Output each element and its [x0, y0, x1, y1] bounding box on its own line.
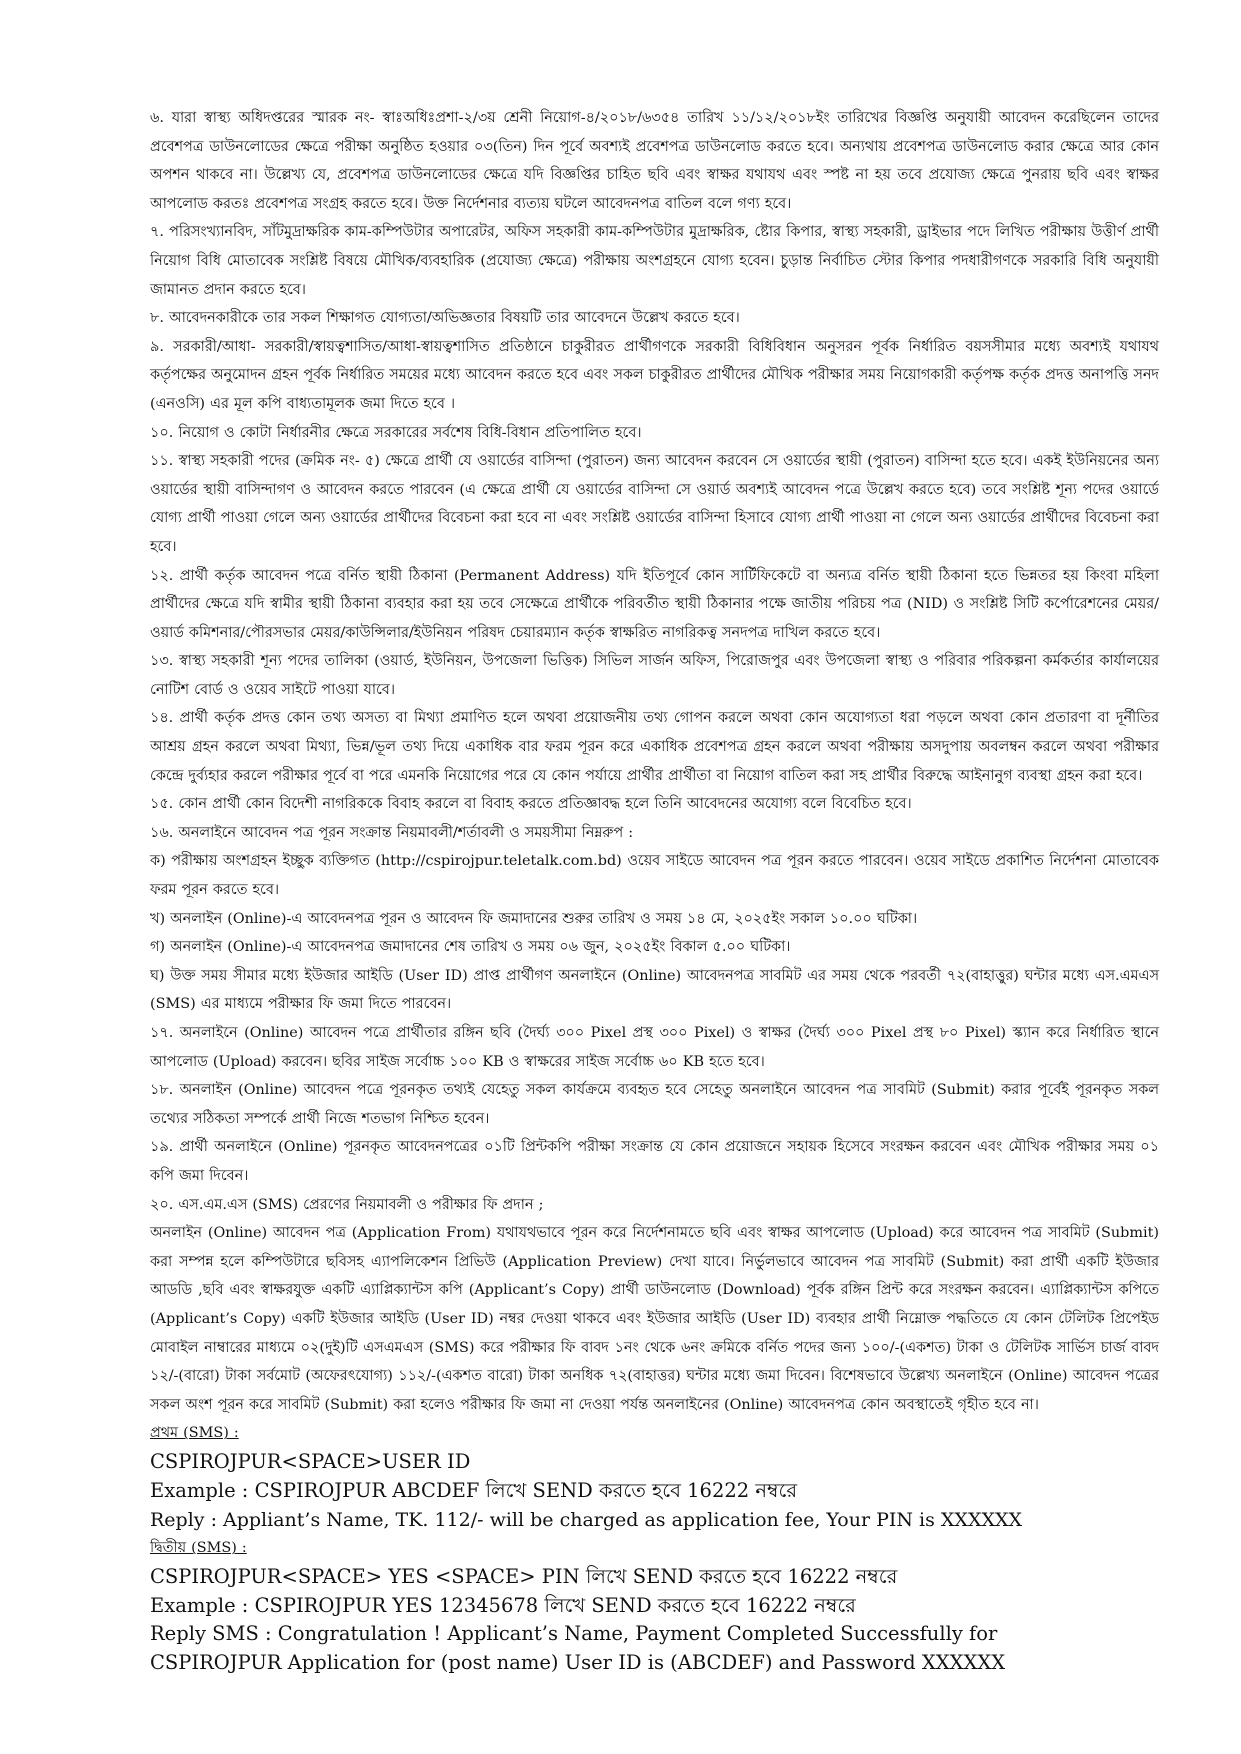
clause-17: ১৭. অনলাইনে (Online) আবেদন পত্রে প্রার্থীতার রঙ্গিন ছবি (দৈর্ঘ্য ৩০০ Pixel প্রস্থ ৩০০ Pixel) ও স্বাক্ষর (দৈর্ঘ্য ৩০০ Pixel প্রস্থ ৮০ Pixel) স্ক্যান করে নির্ধারিত স্থানে আপলোড (Upload) করবেন। ছবির সাইজ সর্বোচ্চ ১০০ KB ও স্বাক্ষরের সাইজ সর্বোচ্চ ৬০ KB হতে হবে। — [150, 1025, 1159, 1070]
sms-section — [150, 1191, 1159, 1679]
clause-11: ১১. স্বাস্থ্য সহকারী পদের (ক্রমিক নং- ৫) ক্ষেত্রে প্রার্থী যে ওয়ার্ডের বাসিন্দা (পুরাতন) জন্য আবেদন করবেন সে ওয়ার্ডের স্থায়ী (পুরাতন) বাসিন্দা হতে হবে। একই ইউনিয়নের অন্য ওয়ার্ডের স্থায়ী বাসিন্দাগণ ও আবেদন করতে পারবেন (এ ক্ষেত্রে প্রার্থী যে ওয়ার্ডের বাসিন্দা সে ওয়ার্ড অবশ্যই আবেদন পত্রে উল্লেখ করতে হবে) তবে সংশ্লিষ্ট শূন্য পদের ওয়ার্ডে যোগ্য প্রার্থী পাওয়া গেলে অন্য ওয়ার্ডের প্রার্থীদের বিবেচনা করা হবে না এবং সংশ্লিষ্ট ওয়ার্ডের বাসিন্দা হিসাবে যোগ্য প্রার্থী পাওয়া না গেলে অন্য ওয়ার্ডের প্রার্থীদের বিবেচনা করা হবে। — [150, 453, 1159, 555]
second-sms-block — [150, 1534, 1159, 1678]
second-sms-reply: Reply SMS : Congratulation ! Applicant’s Name, Payment Completed Successfully for — [150, 1622, 998, 1646]
clause-18: ১৮. অনলাইন (Online) আবেদন পত্রে পূরনকৃত তথ্যই যেহেতু সকল কার্যক্রমে ব্যবহৃত হবে সেহেতু অনলাইনে আবেদন পত্র সাবমিট (Submit) করার পূর্বেই পূরনকৃত সকল তথ্যের সঠিকতা সম্পর্কে প্রার্থী নিজে শতভাগ নিশ্চিত হবেন। — [150, 1082, 1159, 1127]
first-sms-reply: Reply : Appliant’s Name, TK. 112/- will be charged as application fee, Your PIN is XXXXXX — [150, 1508, 1023, 1531]
clause-14: ১৪. প্রার্থী কর্তৃক প্রদত্ত কোন তথ্য অসত্য বা মিথ্যা প্রমাণিত হলে অথবা প্রয়োজনীয় তথ্য গোপন করলে অথবা কোন অযোগ্যতা ধরা পড়লে অথবা কোন প্রতারণা বা দূর্নীতির আশ্রয় গ্রহন করলে অথবা মিথ্যা, ভিন্ন/ভূল তথ্য দিয়ে একাধিক বার ফরম পূরন করে একাধিক প্রবেশপত্র গ্রহন করলে অথবা পরীক্ষায় অসদুপায় অবলম্বন করলে অথবা পরীক্ষার কেন্দ্রে দুর্ব্যহার করলে পরীক্ষার পূর্বে বা পরে এমনকি নিয়োগের পরে যে কোন পর্যায়ে প্রার্থীর প্রার্থীতা বা নিয়োগ বাতিল করা সহ প্রার্থীর বিরুদ্ধে আইনানুগ ব্যবস্থা গ্রহন করা হবে। — [150, 710, 1159, 784]
clause-9: ৯. সরকারী/আধা- সরকারী/স্বায়ত্বশাসিত/আধা-স্বায়ত্বশাসিত প্রতিষ্ঠানে চাকুরীরত প্রার্থীগণকে সরকারী বিধিবিধান অনুসরন পূর্বক নির্ধারিত বয়সসীমার মধ্যে অবশ্যই যথাযথ কর্তৃপক্ষের অনুমোদন গ্রহন পূর্বক নির্ধারিত সময়ের মধ্যে আবেদন করতে হবে এবং সকল চাকুরীরত প্রার্থীদের মৌখিক পরীক্ষার সময় নিয়োগকারী কর্তৃপক্ষ কর্তৃক প্রদত্ত অনাপত্তি সনদ (এনওসি) এর মূল কপি বাধ্যতামূলক জমা দিতে হবে । — [150, 338, 1159, 412]
clause-16-b: খ) অনলাইন (Online)-এ আবেদনপত্র পূরন ও আবেদন ফি জমাদানের শুরুর তারিখ ও সময় ১৪ মে, ২০২৫ইং সকাল ১০.০০ ঘটিকা। — [150, 910, 918, 927]
clause-15: ১৫. কোন প্রার্থী কোন বিদেশী নাগরিককে বিবাহ করলে বা বিবাহ করতে প্রতিজ্ঞাবদ্ধ হলে তিনি আবেদনের অযোগ্য বলে বিবেচিত হবে। — [150, 796, 912, 813]
second-sms-reply-continued: CSPIROJPUR Application for (post name) User ID is (ABCDEF) and Password XXXXXX — [150, 1651, 1006, 1675]
first-sms-heading: প্রথম (SMS) : — [150, 1425, 239, 1442]
clause-7: ৭. পরিসংখ্যানবিদ, সাঁটমুদ্রাক্ষরিক কাম-কম্পিউটার অপারেটর, অফিস সহকারী কাম-কম্পিউটার মুদ্রাক্ষরিক, ষ্টোর কিপার, স্বাস্থ্য সহকারী, ড্রাইভার পদে লিখিত পরীক্ষায় উত্তীর্ণ প্রার্থী নিয়োগ বিধি মোতাবেক সংশ্লিষ্ট বিষয়ে মৌখিক/ব্যবহারিক (প্রযোজ্য ক্ষেত্রে) পরীক্ষায় অংশগ্রহনে যোগ্য হবেন। চুড়ান্ত নির্বাচিত স্টোর কিপার পদধারীগণকে সরকারি বিধি অনুযায়ী জামানত প্রদান করতে হবে। — [150, 224, 1159, 298]
sms-instructions: অনলাইন (Online) আবেদন পত্র (Application From) যথাযথভাবে পূরন করে নির্দেশনামতে ছবি এবং স্বাক্ষর আপলোড (Upload) করে আবেদন পত্র সাবমিট (Submit) করা সম্পন্ন হলে কম্পিউটারে ছবিসহ এ্যাপলিকেশন প্রিভিউ (Application Preview) দেখা যাবে। নির্ভুলভাবে আবেদন পত্র সাবমিট (Submit) করা প্রার্থী একটি ইউজার আডডি ,ছবি এবং স্বাক্ষরযুক্ত একটি এ্যাপ্লিক্যান্টস কপি (Applicant’s Copy) প্রার্থী ডাউনলোড (Download) পূর্বক রঙ্গিন প্রিন্ট করে সংরক্ষন করবেন। এ্যাপ্লিক্যান্টস কপিতে (Applicant’s Copy) একটি ইউজার আইডি (User ID) নম্বর দেওয়া থাকবে এবং ইউজার আইডি (User ID) ব্যবহার প্রার্থী নিম্নোক্ত পদ্ধতিতে যে কোন টেলিটক প্রিপেইড মোবাইল নাম্বারের মাধ্যমে ০২(দুই)টি এসএমএস (SMS) করে পরীক্ষার ফি বাবদ ১নং থেকে ৬নং ক্রমিকে বর্নিত পদের জন্য ১০০/-(একশত) টাকা ও টেলিটক সার্ভিস চার্জ বাবদ ১২/-(বারো) টাকা সর্বমোট (অফেরৎযোগ্য) ১১২/-(একশত বারো) টাকা অনধিক ৭২(বাহাত্তর) ঘন্টার মধ্যে জমা দিবেন। বিশেষভাবে উল্লেখ্য অনলাইনে (Online) আবেদন পত্রের সকল অংশ পূরন করে সাবমিট (Submit) করা হলেও পরীক্ষার ফি জমা না দেওয়া পর্যন্ত অনলাইনের (Online) আবেদনপত্র কোন অবস্থাতেই গৃহীত হবে না। — [150, 1225, 1159, 1413]
clause-16: ১৬. অনলাইনে আবেদন পত্র পূরন সংক্রান্ত নিয়মাবলী/শর্তাবলী ও সময়সীমা নিম্নরুপ : — [150, 824, 634, 841]
clause-16-d: ঘ) উক্ত সময় সীমার মধ্যে ইউজার আইডি (User ID) প্রাপ্ত প্রার্থীগণ অনলাইনে (Online) আবেদনপত্র সাবমিট এর সময় থেকে পরবর্তী ৭২(বাহাত্তুর) ঘন্টার মধ্যে এস.এমএস (SMS) এর মাধ্যমে পরীক্ষার ফি জমা দিতে পারবেন। — [150, 967, 1159, 1013]
clause-16-a: ক) পরীক্ষায় অংশগ্রহন ইচ্ছুক ব্যক্তিগত (http://cspirojpur.teletalk.com.bd) ওয়েব সাইডে আবেদন পত্র পূরন করতে পারবেন। ওয়েব সাইডে প্রকাশিত নির্দেশনা মোতাবেক ফরম পূরন করতে হবে। — [150, 853, 1159, 899]
clause-8: ৮. আবেদনকারীকে তার সকল শিক্ষাগত যোগ্যতা/অভিজ্ঞতার বিষয়টি তার আবেদনে উল্লেখ করতে হবে। — [150, 310, 740, 327]
clause-16-c: গ) অনলাইন (Online)-এ আবেদনপত্র জমাদানের শেষ তারিখ ও সময় ০৬ জুন, ২০২৫ইং বিকাল ৫.০০ ঘটিকা। — [150, 939, 791, 956]
clause-12: ১২. প্রার্থী কর্তৃক আবেদন পত্রে বর্নিত স্থায়ী ঠিকানা (Permanent Address) যদি ইতিপূর্বে কোন সার্টিফিকেটে বা অন্যত্র বর্নিত স্থায়ী ঠিকানা হতে ভিন্নতর হয় কিংবা মহিলা প্রার্থীদের ক্ষেত্রে যদি স্বামীর স্থায়ী ঠিকানা ব্যবহার করা হয় তবে সেক্ষেত্রে প্রার্থীকে পরিবর্তীত স্থায়ী ঠিকানার পক্ষে জাতীয় পরিচয় পত্র (NID) ও সংশ্লিষ্ট সিটি কর্পোরেশনের মেয়র/ওয়ার্ড কমিশনার/পৌরসভার মেয়র/কাউন্সিলার/ইউনিয়ন পরিষদ চেয়ারম্যান কর্তৃক স্বাক্ষরিত নাগরিকত্ব সনদপত্র দাখিল করতে হবে। — [150, 567, 1159, 641]
clause-19: ১৯. প্রার্থী অনলাইনে (Online) পূরনকৃত আবেদনপত্রের ০১টি প্রিন্টকপি পরীক্ষা সংক্রান্ত যে কোন প্রয়োজনে সহায়ক হিসেবে সংরক্ষন করবেন এবং মৌখিক পরীক্ষার সময় ০১ কপি জমা দিবেন। — [150, 1139, 1159, 1184]
clause-13: ১৩. স্বাস্থ্য সহকারী শূন্য পদের তালিকা (ওয়ার্ড, ইউনিয়ন, উপজেলা ভিত্তিক) সিভিল সার্জন অফিস, পিরোজপুর এবং উপজেলা স্বাস্থ্য ও পরিবার পরিকল্পনা কর্মকর্তার কার্যালয়ের নোটিশ বোর্ড ও ওয়েব সাইটে পাওয়া যাবে। — [150, 653, 1159, 698]
clause-6: ৬. যারা স্বাস্থ্য অধিদপ্তরের স্মারক নং- স্বাঃঅধিঃপ্রশা-২/৩য় শ্রেনী নিয়োগ-৪/২০১৮/৬৩৫৪ তারিখ ১১/১২/২০১৮ইং তারিখের বিজ্ঞপ্তি অনুযায়ী আবেদন করেছিলেন তাদের প্রবেশপত্র ডাউনলোডের ক্ষেত্রে পরীক্ষা অনুষ্ঠিত হওয়ার ০৩(তিন) দিন পূর্বে অবশ্যই প্রবেশপত্র ডাউনলোড করতে হবে। অন্যথায় প্রবেশপত্র ডাউনলোড করার ক্ষেত্রে আর কোন অপশন থাকবে না। উল্লেখ্য যে, প্রবেশপত্র ডাউনলোডের ক্ষেত্রে যদি বিজ্ঞপ্তির চাহিত ছবি এবং স্বাক্ষর যথাযথ এবং স্পষ্ট না হয় তবে প্রযোজ্য ক্ষেত্রে পুনরায় ছবি এবং স্বাক্ষর আপলোড করতঃ প্রবেশপত্র সংগ্রহ করতে হবে। উক্ত নির্দেশনার ব্যত্যয় ঘটলে আবেদনপত্র বাতিল বলে গণ্য হবে। — [150, 110, 1160, 212]
second-sms-format: CSPIROJPUR<SPACE> YES <SPACE> PIN লিখে SEND করতে হবে 16222 নম্বরে — [150, 1564, 898, 1588]
sms-section-heading: ২০. এস.এম.এস (SMS) প্রেরণের নিয়মাবলী ও পরীক্ষার ফি প্রদান ; — [150, 1196, 544, 1213]
second-sms-example: Example : CSPIROJPUR YES 12345678 লিখে SEND করতে হবে 16222 নম্বরে — [150, 1593, 856, 1617]
clause-10: ১০. নিয়োগ ও কোটা নির্ধারনীর ক্ষেত্রে সরকারের সর্বশেষ বিধি-বিধান প্রতিপালিত হবে। — [150, 424, 642, 441]
second-sms-heading: দ্বিতীয় (SMS) : — [150, 1540, 247, 1557]
first-sms-format: CSPIROJPUR<SPACE>USER ID — [150, 1449, 471, 1473]
numbered-clauses — [150, 104, 1159, 1191]
first-sms-example: Example : CSPIROJPUR ABCDEF লিখে SEND করতে হবে 16222 নম্বরে — [150, 1478, 798, 1502]
first-sms-block — [150, 1419, 1159, 1534]
